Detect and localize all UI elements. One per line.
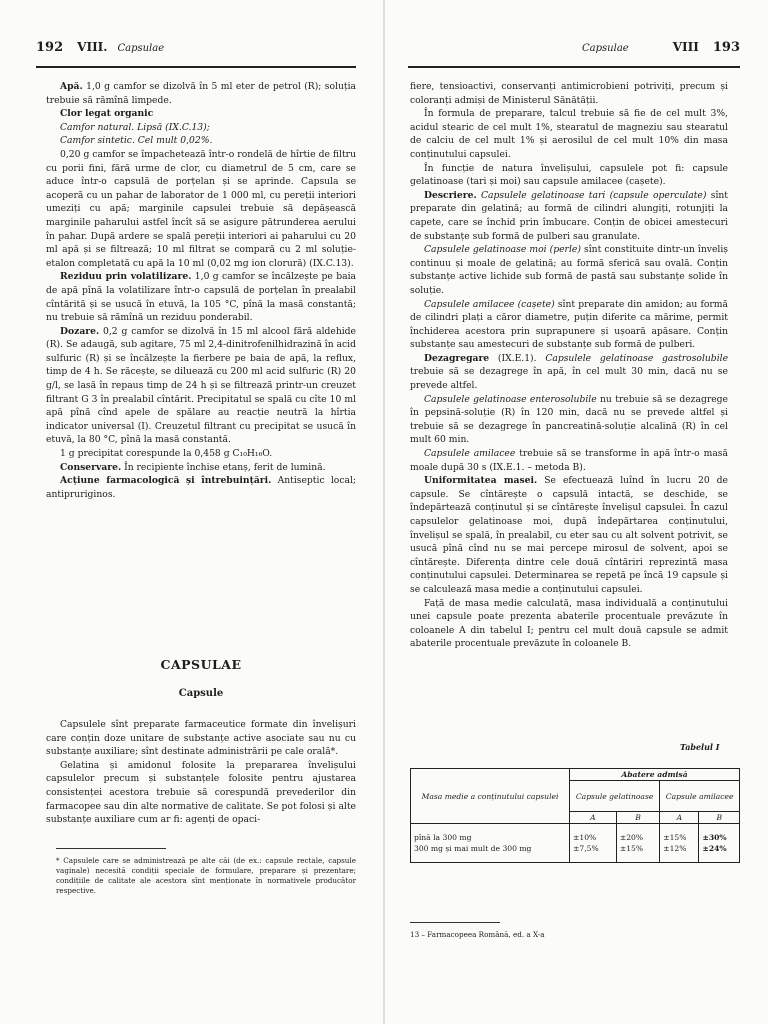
section-subheading: Capsule [178,688,224,699]
paragraph-amilacee-2: Capsulele amilacee trebuie să se transforme în apă într-o masă moale după 30 s (IX.E.1. – metoda B). [410,448,728,473]
left-body [46,80,356,501]
col-a: A [660,812,699,824]
paragraph-dozare: Dozare. 0,2 g camfor se dizolvă în 15 ml alcool fără aldehide (R). Se adaugă, sub agitare, 75 ml 2,4-dinitrofenilhidrazină în acid sulfuric (R) și se încălzește la fierbere pe baia de apă, la reflux, timp de 4 h. Se răcește, se diluează cu 200 ml acid sulfuric (R) 20 g/l, se lasă în repaus timp de 24 h și se filtrează printr-un creuzet filtrant G 3 în prealabil cîntărit. Precipitatul se spală cu cîte 10 ml apă pînă cînd apele de spălare au reacție neutră la hîrtia indicator universal (I). Creuzetul filtrant cu precipitat se usucă în etuvă, la 80 °C, pînă la masă constantă. [46,325,356,446]
running-title: Capsulae [582,43,629,54]
paragraph-clor: 0,20 g camfor se împachetează într-o rondelă de hîrtie de filtru cu porii fini, fără urme de clor, cu diametrul de 5 cm, care se aduce într-o capsulă de porțelan și se aprinde. Capsula se acoperă cu un pahar de laborator de 1 000 ml, cu pereții interiori umeziți cu apă; marginile capsulei trebuie să depășească marginile paharului astfel încît să se asigure pătrunderea aerului în pahar. După ardere se spală pereții interiori ai paharului cu 20 ml apă și se filtrează; 10 ml filtrat se compară cu 2 ml soluție-etalon completată cu apă la 10 ml (0,02 mg ion clorură) (IX.C.13). [46,148,356,269]
paragraph-dezagregare: Dezagregare (IX.E.1). Capsulele gelatinoase gastrosolubile trebuie să se dezagrege în apă, în cel mult 30 min, dacă nu se prevede altfel. [410,352,729,392]
footnote: * Capsulele care se administrează pe alte căi (de ex.: capsule rectale, capsule vaginale) necesită condiții speciale de formulare, preparare și prezentare; condițiile de calitate ale acestora sînt menționate în normativele producător respective. [56,856,356,895]
header-rule [36,66,356,68]
paragraph-precipitat: 1 g precipitat corespunde la 0,458 g C₁₀H₁₆O. [60,448,273,460]
paragraph-reziduu: Reziduu prin volatilizare. 1,0 g camfor se încălzește pe baia de apă pînă la volatilizare într-o capsulă de porțelan în prealabil cîntărită și se usucă în etuvă, la 105 °C, pînă la masă constantă; nu trebuie să rămînă un reziduu ponderabil. [46,271,357,324]
table-row [411,824,740,863]
right-body [410,80,728,651]
values-gelatinoase-a: ±10% ±7,5% [570,824,617,863]
col-amilacee: Capsule amilacee [660,781,740,812]
paragraph-moi: Capsulele gelatinoase moi (perle) sînt constituite dintr-un înveliș continuu și moale de gelatină; au formă sferică sau ovală. Conțin substanțe active lichide sub formă de pastă sau substanțe solide în soluție. [410,244,728,296]
paragraph-final: Față de masa medie calculată, masa individuală a conținutului unei capsule poate prezenta abaterile procentuale prevăzute în coloanele A din tabelul I; pentru cel mult două capsule se admit abaterile procentuale prevăzute în coloanele B. [410,597,728,650]
right-page [384,0,768,1024]
col-b: B [699,812,740,824]
col-a: A [570,812,617,824]
paragraph-apa: Apă. 1,0 g camfor se dizolvă în 5 ml eter de petrol (R); soluția trebuie să rămînă limpede. [46,81,356,106]
paragraph-intro-1: Capsulele sînt preparate farmaceutice formate din învelișuri care conțin doze unitare de substanțe active asociate sau nu cu substanțe auxiliare; sînt destinate administrării pe cale orală*. [46,719,356,758]
paragraph-descriere: Descriere. Capsulele gelatinoase tari (capsule operculate) sînt preparate din gelatină; au formă de cilindri alungiți, rotunjiți la capete, care se închid prin îmbucare. Conțin de obicei amestecuri de substanțe sub formă de pulberi sau granulate. [410,189,728,242]
paragraph-conservare: Conservare. În recipiente închise etanș, ferit de lumină. [60,461,326,473]
section-clor: Clor legat organic [60,108,154,120]
paragraph-uniformitate: Uniformitatea masei. Se efectuează luînd în lucru 20 de capsule. Se cîntărește o capsulă intactă, se deschide, se îndepărtează conținutul și se cîntărește învelișul capsulei. În cazul capsulelor gelatinoase moi, după îndepărtarea conținutului, învelișul se spală, în prealabil, cu eter sau cu alt solvent potrivit, se usucă pînă cînd nu se mai percepe mirosul de solvent, apoi se cîntărește. Diferența dintre cele două cîntăriri reprezintă masa conținutului capsulei. Determinarea se repetă pe încă 19 capsule și se calculează masa medie a conținutului capsulei. [410,475,728,595]
bottom-rule [410,922,500,923]
section-heading: CAPSULAE [160,657,242,672]
clor-natural: Camfor natural. Lipsă (IX.C.13); [60,121,210,133]
running-title: Capsulae [117,43,165,54]
col-b: B [616,812,659,824]
paragraph-actiune: Acțiune farmacologică și întrebuințări. Antiseptic local; antipruriginos. [46,475,356,500]
paragraph-types: În funcție de natura învelișului, capsulele pot fi: capsule gelatinoase (tari și moi) sau capsule amilacee (cașete). [410,162,728,188]
header-rule [408,66,740,68]
values-amilacee-a: ±15% ±12% [660,824,699,863]
page-number: 193 [712,40,740,55]
chapter-number: VIII. [77,40,108,54]
paragraph-amilacee: Capsulele amilacee (cașete) sînt preparate din amidon; au formă de cilindri plați a căror diametre, puțin diferite ca mărime, permit închiderea acestora prin suprapunere și ușoară apăsare. Conțin substanțe sau amestecuri de substanțe sub formă de pulberi. [410,298,728,351]
values-amilacee-b: ±30% ±24% [699,824,740,863]
col-gelatinoase: Capsule gelatinoase [570,781,660,812]
paragraph-intro-2: Gelatina și amidonul folosite la prepararea învelișului capsulelor precum și substanțele folosite pentru ajustarea consistenței acestora trebuie să corespundă prevederilor din farmacopee sau din alte normative de calitate. Se pot folosi și alte substanțe auxiliare cum ar fi: agenți de opaci- [46,759,356,826]
row-labels: pînă la 300 mg 300 mg și mai mult de 300 mg [411,824,570,863]
clor-sintetic: Camfor sintetic. Cel mult 0,02%. [60,135,213,147]
table-header-row [411,769,740,781]
paragraph-enterosolubile: Capsulele gelatinoase enterosolubile nu trebuie să se dezagrege în pepsină-soluție (R) în 120 min, dacă nu se prevede altfel și trebuie să se dezagrege în pancreatină-soluție alcalină (R) în cel mult 60 min. [410,393,728,446]
values-gelatinoase-b: ±20% ±15% [616,824,659,863]
footnote-rule [56,848,166,849]
paragraph-formula: În formula de preparare, talcul trebuie să fie de cel mult 3%, acidul stearic de cel mult 1%, stearatul de magneziu sau stearatul de calciu de cel mult 1% și aerosilul de cel mult 10% din masa conținutului capsulei. [410,108,728,160]
page-number: 192 [36,40,64,55]
table-caption: Tabelul I [680,742,720,752]
left-page-header [36,40,356,58]
paragraph-continued: fiere, tensioactivi, conservanți antimicrobieni potriviți, precum și coloranți admiși de Ministerul Sănătății. [410,81,728,106]
group-header-cell: Abatere admisă [570,769,740,781]
deviation-table [410,768,740,863]
right-page-header [408,40,740,58]
chapter-number: VIII [672,40,699,54]
row-header-cell: Masa medie a conținutului capsulei [411,769,570,824]
intro-body [46,718,356,827]
signature-note: 13 – Farmacopeea Română, ed. a X-a [410,930,545,939]
